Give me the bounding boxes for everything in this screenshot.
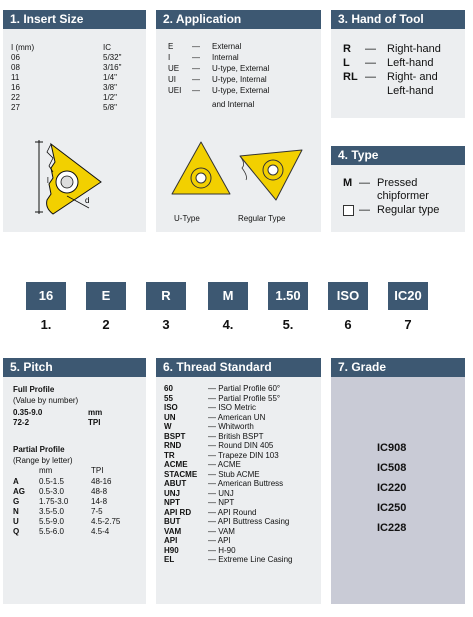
full-profile-unit: mm bbox=[88, 408, 103, 417]
partial-mm: 5.5-9.0 bbox=[39, 517, 64, 526]
designation-code-number: 6 bbox=[344, 317, 352, 332]
designation-code-box: R bbox=[146, 282, 186, 310]
thread-standard-desc: — API Buttress Casing bbox=[208, 517, 290, 526]
full-profile-unit: TPI bbox=[88, 418, 101, 427]
hand-code: RL bbox=[343, 71, 358, 83]
type-desc2: chipformer bbox=[377, 190, 429, 202]
designation-code-number: 3 bbox=[162, 317, 170, 332]
application-header: 2. Application bbox=[156, 10, 321, 29]
insert-size-ic-value: 1/4" bbox=[103, 73, 117, 82]
regular-type-label: Regular Type bbox=[238, 214, 286, 223]
partial-profile-label: Partial Profile bbox=[13, 445, 65, 454]
application-desc: U-type, External bbox=[212, 86, 270, 95]
utype-label: U-Type bbox=[174, 214, 200, 223]
thread-standard-code: BSPT bbox=[164, 431, 186, 441]
thread-standard-desc: — Trapeze DIN 103 bbox=[208, 450, 279, 460]
application-dash: — bbox=[192, 75, 200, 84]
thread-standard-code: UN bbox=[164, 412, 176, 422]
hand-of-tool-panel bbox=[331, 10, 465, 118]
threading-insert-figure bbox=[23, 138, 113, 220]
regular-type-insert-icon bbox=[236, 146, 308, 206]
thread-standard-desc: — Round DIN 405 bbox=[208, 441, 274, 450]
grade-item: IC908 bbox=[377, 442, 407, 454]
partial-tpi: 48-16 bbox=[91, 477, 112, 486]
application-code: UE bbox=[168, 64, 180, 73]
partial-letter: N bbox=[13, 507, 19, 516]
grade-item: IC508 bbox=[377, 462, 407, 474]
thread-standard-desc: — VAM bbox=[208, 526, 235, 536]
designation-code-number: 7 bbox=[404, 317, 412, 332]
pitch-header: 5. Pitch bbox=[3, 358, 146, 377]
partial-tpi: 4.5-4 bbox=[91, 527, 110, 536]
insert-size-header: 1. Insert Size bbox=[3, 10, 146, 29]
partial-mm: 3.5-5.0 bbox=[39, 507, 64, 516]
thread-standard-desc: — NPT bbox=[208, 498, 235, 507]
thread-standard-code: TR bbox=[164, 450, 175, 460]
insert-size-panel bbox=[3, 10, 146, 232]
thread-standard-desc: — American UN bbox=[208, 412, 266, 422]
pitch-panel bbox=[3, 358, 146, 604]
thread-standard-code: RND bbox=[164, 441, 182, 450]
application-dash: — bbox=[192, 42, 200, 51]
thread-standard-panel bbox=[156, 358, 321, 604]
u-type-insert-icon bbox=[170, 140, 232, 208]
thread-standard-desc: — ISO Metric bbox=[208, 403, 257, 412]
insert-size-l-value: 22 bbox=[11, 93, 20, 102]
partial-mm: 0.5-3.0 bbox=[39, 487, 64, 496]
thread-standard-code: UNJ bbox=[164, 488, 181, 498]
grade-panel bbox=[331, 358, 465, 604]
application-desc: U-type, Internal bbox=[212, 75, 267, 84]
thread-standard-desc: — API bbox=[208, 536, 231, 545]
thread-standard-code: NPT bbox=[164, 498, 180, 507]
thread-standard-desc: — American Buttress bbox=[208, 479, 284, 488]
partial-letter: U bbox=[13, 517, 19, 526]
application-dash: — bbox=[192, 53, 200, 62]
partial-mm: 5.5-6.0 bbox=[39, 527, 64, 536]
thread-standard-code: VAM bbox=[164, 526, 182, 536]
type-header: 4. Type bbox=[331, 146, 465, 165]
partial-letter: A bbox=[13, 477, 19, 486]
insert-size-ic-value: 5/8" bbox=[103, 103, 117, 112]
partial-tpi: 4.5-2.75 bbox=[91, 517, 121, 526]
thread-standard-code: W bbox=[164, 422, 172, 431]
designation-code-number: 1. bbox=[40, 317, 52, 332]
insert-size-l-value: 11 bbox=[11, 73, 20, 82]
hand-dash: — bbox=[365, 57, 376, 69]
grade-item: IC220 bbox=[377, 482, 407, 494]
thread-standard-code: API bbox=[164, 536, 178, 545]
thread-standard-desc: — Partial Profile 60° bbox=[208, 384, 281, 393]
grade-header: 7. Grade bbox=[331, 358, 465, 377]
thread-standard-code: STACME bbox=[164, 469, 198, 479]
full-profile-sub: (Value by number) bbox=[13, 396, 79, 405]
insert-size-l-value: 27 bbox=[11, 103, 20, 112]
thread-standard-desc: — British BSPT bbox=[208, 431, 264, 441]
full-profile-range: 0.35-9.0 bbox=[13, 408, 43, 417]
designation-code-box: ISO bbox=[328, 282, 368, 310]
partial-profile-sub: (Range by letter) bbox=[13, 456, 73, 465]
figure-label-d: d bbox=[85, 196, 90, 205]
thread-standard-desc: — H-90 bbox=[208, 545, 236, 555]
type-panel bbox=[331, 146, 465, 232]
hand-code: R bbox=[343, 43, 351, 55]
designation-code-box: 1.50 bbox=[268, 282, 308, 310]
grade-item: IC228 bbox=[377, 522, 407, 534]
thread-standard-code: ACME bbox=[164, 460, 188, 469]
thread-standard-desc: — Extreme Line Casing bbox=[208, 555, 293, 564]
partial-letter: G bbox=[13, 497, 20, 506]
partial-col-tpi: TPI bbox=[91, 466, 104, 475]
application-dash: — bbox=[192, 86, 200, 95]
application-extra-line: and Internal bbox=[212, 100, 255, 109]
hand-code: L bbox=[343, 57, 350, 69]
application-code: UEI bbox=[168, 86, 182, 95]
thread-standard-code: 55 bbox=[164, 393, 173, 403]
type-dash: — bbox=[359, 177, 370, 189]
partial-letter: Q bbox=[13, 527, 20, 536]
insert-size-ic-value: 1/2" bbox=[103, 93, 117, 102]
thread-standard-code: ABUT bbox=[164, 479, 187, 488]
thread-standard-desc: — ACME bbox=[208, 460, 241, 469]
hand-desc: Left-hand bbox=[387, 57, 434, 69]
partial-col-mm: mm bbox=[39, 466, 53, 475]
thread-standard-desc: — UNJ bbox=[208, 488, 234, 498]
thread-standard-desc: — API Round bbox=[208, 507, 257, 517]
full-profile-label: Full Profile bbox=[13, 385, 55, 394]
application-desc: External bbox=[212, 42, 242, 51]
thread-standard-desc: — Stub ACME bbox=[208, 469, 260, 479]
thread-standard-code: BUT bbox=[164, 517, 181, 526]
hand-of-tool-header: 3. Hand of Tool bbox=[331, 10, 465, 29]
hand-desc: Right- and bbox=[387, 71, 438, 83]
designation-code-box: IC20 bbox=[388, 282, 428, 310]
full-profile-range: 72-2 bbox=[13, 418, 30, 427]
figure-label-l: l bbox=[47, 176, 49, 185]
application-desc: U-type, External bbox=[212, 64, 270, 73]
partial-tpi: 7-5 bbox=[91, 507, 103, 516]
thread-standard-code: 60 bbox=[164, 384, 173, 393]
designation-code-box: E bbox=[86, 282, 126, 310]
hand-dash: — bbox=[365, 71, 376, 83]
application-desc: Internal bbox=[212, 53, 239, 62]
thread-standard-code: ISO bbox=[164, 403, 178, 412]
type-code: M bbox=[343, 177, 353, 189]
type-desc1: Pressed bbox=[377, 177, 418, 189]
insert-size-l-value: 16 bbox=[11, 83, 20, 92]
insert-size-col-ic: IC bbox=[103, 43, 111, 52]
designation-code-number: 2 bbox=[102, 317, 110, 332]
partial-tpi: 48-8 bbox=[91, 487, 108, 496]
thread-standard-desc: — Partial Profile 55° bbox=[208, 393, 281, 403]
insert-size-l-value: 08 bbox=[11, 63, 20, 72]
application-code: UI bbox=[168, 75, 176, 84]
partial-letter: AG bbox=[13, 487, 25, 496]
designation-code-box: M bbox=[208, 282, 248, 310]
application-code: E bbox=[168, 42, 174, 51]
thread-standard-desc: — Whitworth bbox=[208, 422, 254, 431]
insert-size-ic-value: 3/16" bbox=[103, 63, 122, 72]
regular-type-checkbox bbox=[343, 205, 354, 216]
thread-standard-code: API RD bbox=[164, 507, 192, 517]
designation-code-number: 4. bbox=[222, 317, 234, 332]
application-code: I bbox=[168, 53, 171, 62]
insert-size-col-l: I (mm) bbox=[11, 43, 35, 52]
application-panel bbox=[156, 10, 321, 232]
partial-mm: 0.5-1.5 bbox=[39, 477, 64, 486]
thread-standard-header: 6. Thread Standard bbox=[156, 358, 321, 377]
insert-size-ic-value: 5/32" bbox=[103, 53, 122, 62]
hand-desc: Right-hand bbox=[387, 43, 441, 55]
designation-code-box: 16 bbox=[26, 282, 66, 310]
thread-standard-code: EL bbox=[164, 555, 175, 564]
designation-code-number: 5. bbox=[282, 317, 294, 332]
partial-mm: 1.75-3.0 bbox=[39, 497, 69, 506]
application-dash: — bbox=[192, 64, 200, 73]
insert-size-l-value: 06 bbox=[11, 53, 20, 62]
insert-size-ic-value: 3/8" bbox=[103, 83, 117, 92]
partial-tpi: 14-8 bbox=[91, 497, 108, 506]
thread-standard-code: H90 bbox=[164, 545, 179, 555]
grade-item: IC250 bbox=[377, 502, 407, 514]
type-desc3: Regular type bbox=[377, 204, 440, 216]
hand-dash: — bbox=[365, 43, 376, 55]
type-dash2: — bbox=[359, 204, 370, 216]
hand-extra-line: Left-hand bbox=[387, 85, 434, 97]
